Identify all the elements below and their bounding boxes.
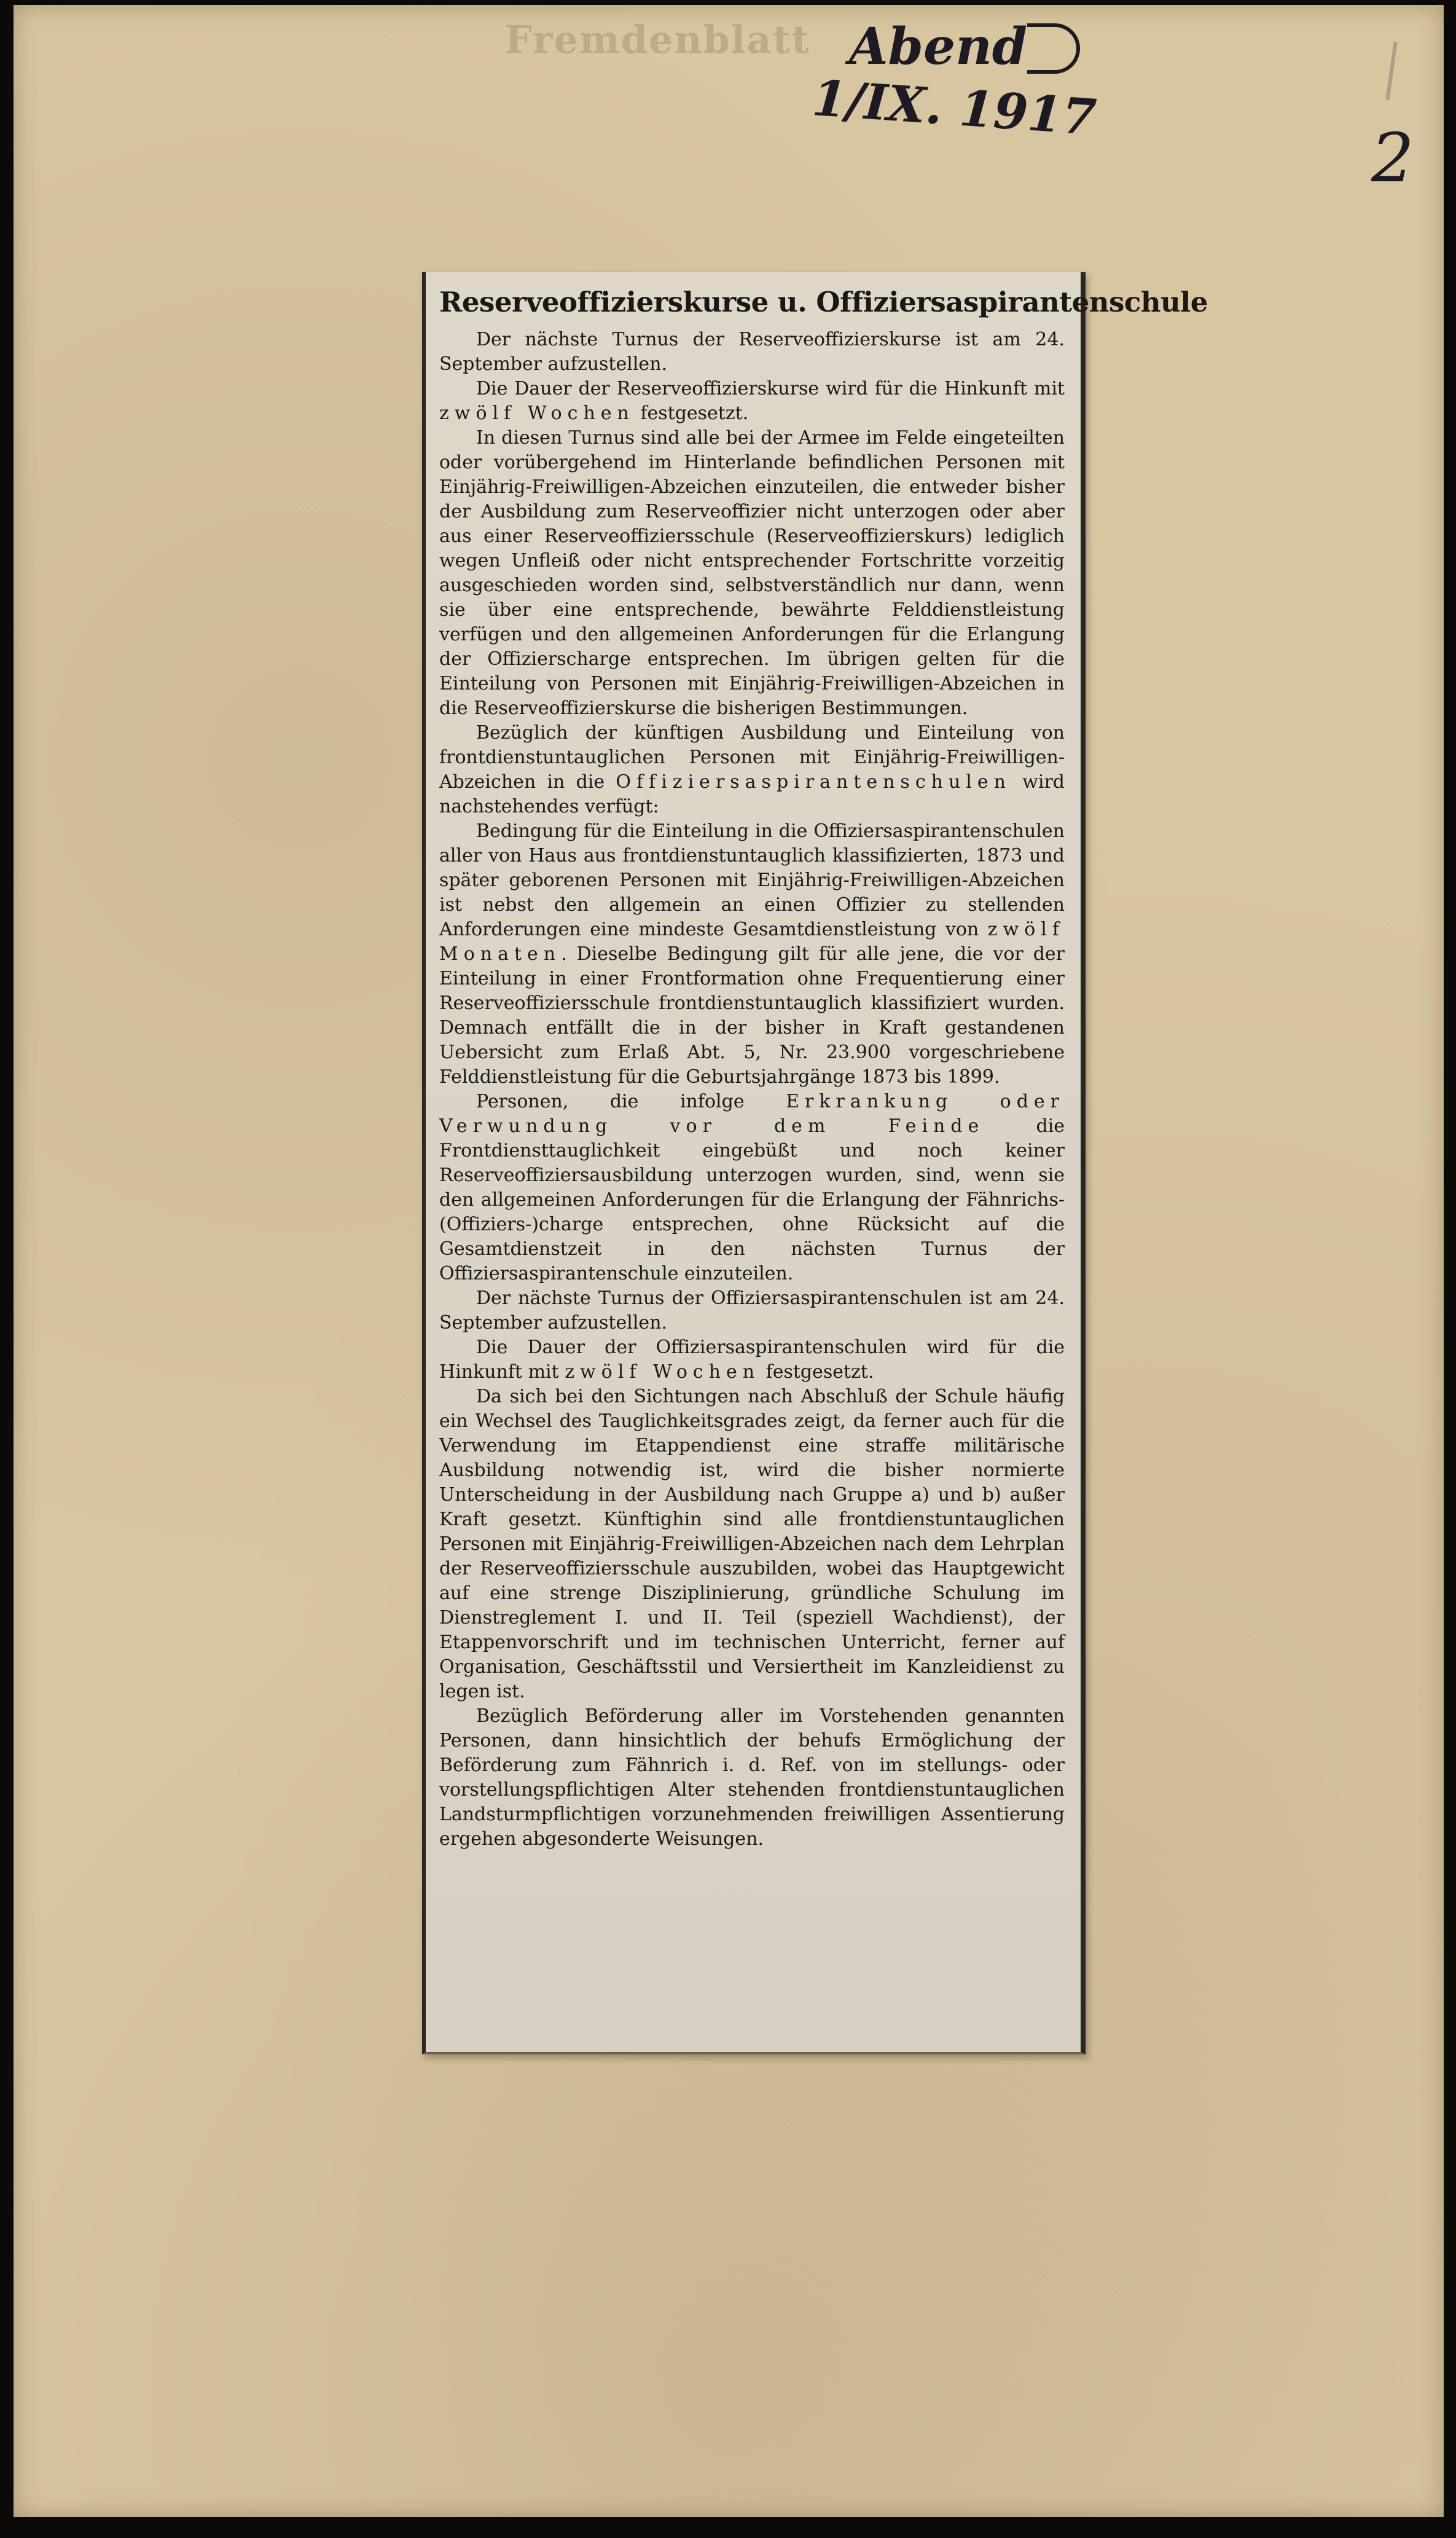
paragraph: Personen, die infolge Erkrankung oder Verwundung vor dem Feinde die Frontdiensttauglichkeit eingebüßt und noch keiner Reserveoffiziersausbildung unterzogen wurden, sind, wenn sie den allgemeinen Anforderungen für die Erlangung der Fähnrichs-(Offiziers-)charge entsprechen, ohne Rücksicht auf die Gesamtdienstzeit in den nächsten Turnus der Offiziersaspirantenschule einzuteilen. bbox=[439, 1091, 1065, 1284]
paragraph: Bezüglich der künftigen Ausbildung und Einteilung von frontdienstuntauglichen Personen mit Einjährig-Freiwilligen-Abzeichen in die Offiziersaspirantenschulen wird nachstehendes verfügt: bbox=[439, 722, 1065, 817]
pencil-mark bbox=[1385, 42, 1397, 100]
paragraph: Die Dauer der Offiziersaspirantenschulen wird für die Hinkunft mit zwölf Wochen festgesetzt. bbox=[439, 1337, 1065, 1383]
paragraph: Da sich bei den Sichtungen nach Abschluß der Schule häufig ein Wechsel des Tauglichkeitsgrades zeigt, da ferner auch für die Verwendung im Etappendienst eine straffe militärische Ausbildung notwendig ist, wird die bisher normierte Unterscheidung in der Ausbildung nach Gruppe a) und b) außer Kraft gesetzt. Künftighin sind alle frontdienstuntauglichen Personen mit Einjährig-Freiwilligen-Abzeichen nach dem Lehrplan der Reserveoffiziersschule auszubilden, wobei das Hauptgewicht auf eine strenge Disziplinierung, gründliche Schulung im Dienstreglement I. und II. Teil (speziell Wachdienst), der Etappenvorschrift und im technischen Unterricht, ferner auf Organisation, Geschäftsstil und Versiertheit im Kanzleidienst zu legen ist. bbox=[439, 1386, 1065, 1702]
handwritten-flourish bbox=[1027, 23, 1080, 74]
article-body bbox=[439, 328, 1065, 1852]
handwritten-page-number: 2 bbox=[1371, 119, 1414, 197]
paragraph: Bezüglich Beförderung aller im Vorstehenden genannten Personen, dann hinsichtlich der behufs Ermöglichung der Beförderung zum Fähnrich i. d. Ref. von im stellungs- oder vorstellungspflichtigen Alter stehenden frontdienstuntauglichen Landsturmpflichtigen vorzunehmenden freiwilligen Assentierung ergehen abgesonderte Weisungen. bbox=[439, 1705, 1065, 1850]
archive-sheet bbox=[14, 5, 1444, 2517]
paragraph: Der nächste Turnus der Reserveoffizierskurse ist am 24. September aufzustellen. bbox=[439, 329, 1065, 375]
paragraph: Der nächste Turnus der Offiziersaspirantenschulen ist am 24. September aufzustellen. bbox=[439, 1287, 1065, 1334]
paragraph: Bedingung für die Einteilung in die Offiziersaspirantenschulen aller von Haus aus frontdienstuntauglich klassifizierten, 1873 und später geborenen Personen mit Einjährig-Freiwilligen-Abzeichen ist nebst den allgemein an einen Offizier zu stellenden Anforderungen eine mindeste Gesamtdienstleistung von zwölf Monaten. Dieselbe Bedingung gilt für alle jene, die vor der Einteilung in einer Frontformation ohne Frequentierung einer Reserveoffiziersschule frontdienstuntauglich klassifiziert wurden. Demnach entfällt die in der bisher in Kraft gestandenen Uebersicht zum Erlaß Abt. 5, Nr. 23.900 vorgeschriebene Felddienstleistung für die Geburtsjahrgänge 1873 bis 1899. bbox=[439, 820, 1065, 1088]
paragraph: Die Dauer der Reserveoffizierskurse wird für die Hinkunft mit zwölf Wochen festgesetzt. bbox=[439, 378, 1065, 424]
newspaper-clipping bbox=[422, 272, 1208, 2054]
handwritten-edition: Abend bbox=[849, 17, 1028, 76]
handwritten-date: 1/IX. 1917 bbox=[810, 68, 1098, 147]
paragraph: In diesen Turnus sind alle bei der Armee im Felde eingeteilten oder vorübergehend im Hinterlande befindlichen Personen mit Einjährig-Freiwilligen-Abzeichen einzuteilen, die entweder bisher der Ausbildung zum Reserveoffizier nicht unterzogen oder aber aus einer Reserveoffiziersschule (Reserveoffizierskurs) lediglich wegen Unfleiß oder nicht entsprechender Fortschritte vorzeitig ausgeschieden worden sind, selbstverständlich nur dann, wenn sie über eine entsprechende, bewährte Felddienstleistung verfügen und den allgemeinen Anforderungen für die Erlangung der Offizierscharge entsprechen. Im übrigen gelten für die Einteilung von Personen mit Einjährig-Freiwilligen-Abzeichen in die Reserveoffizierskurse die bisherigen Bestimmungen. bbox=[439, 427, 1065, 719]
newspaper-stamp: Fremdenblatt bbox=[505, 17, 810, 62]
article-headline: Reserveoffizierskurse u. Offiziersaspirantenschule bbox=[439, 286, 1208, 318]
